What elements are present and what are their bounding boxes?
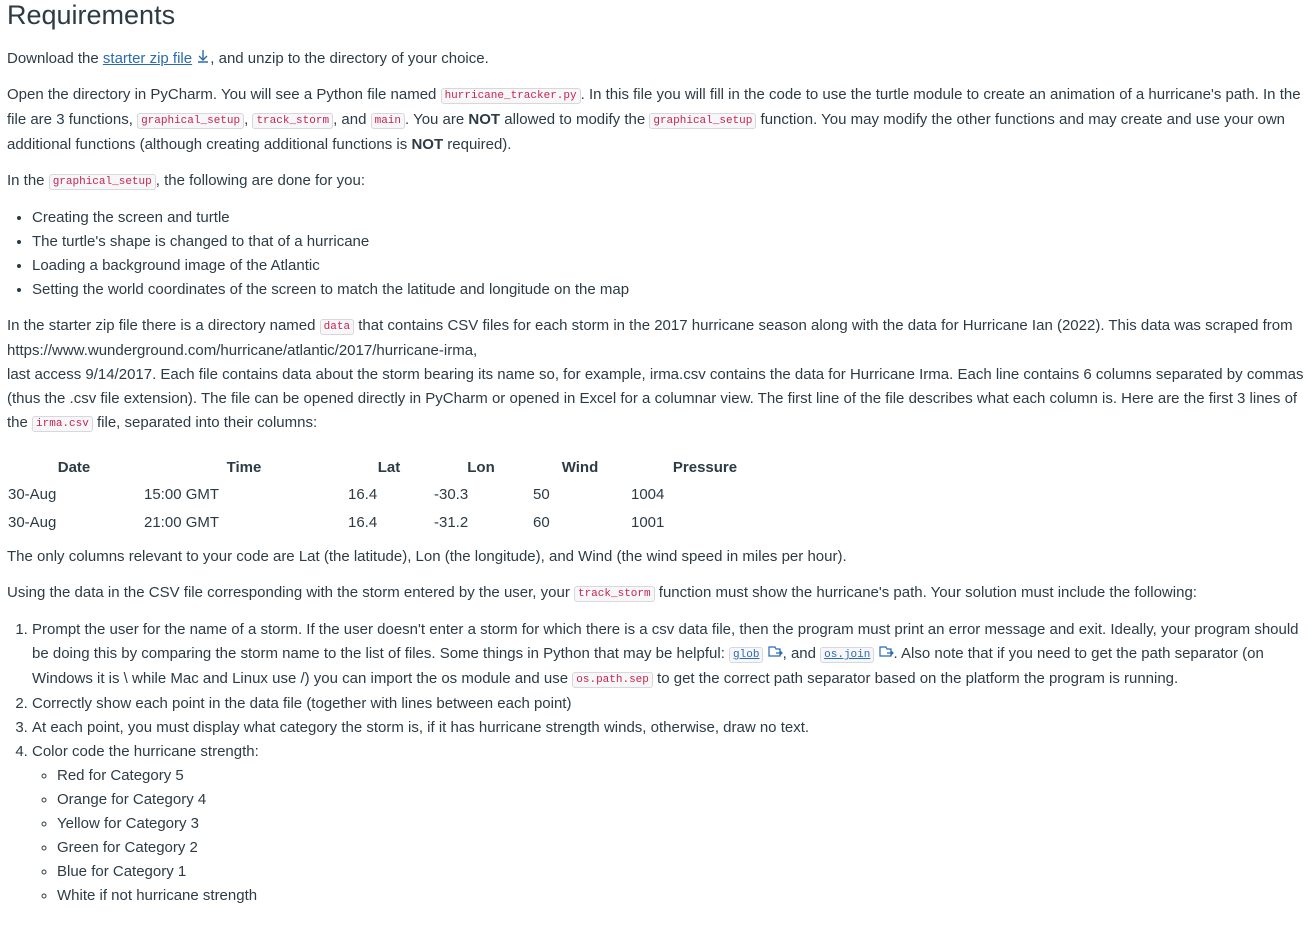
color-code-list (32, 764, 1308, 908)
code-irma-csv: irma.csv (32, 416, 93, 432)
starter-zip-link[interactable]: starter zip file (102, 50, 193, 67)
list-item: ◦ Green for Category 2 (57, 836, 1308, 860)
list-item: • Creating the screen and turtle (32, 206, 1308, 230)
table-cell: 16.4 (348, 486, 378, 504)
list-item: • Loading a background image of the Atlantic (32, 254, 1308, 278)
code-graphical-setup: graphical_setup (649, 113, 756, 129)
track-storm-paragraph: Using the data in the CSV file corresponding with the storm entered by the user, your track_storm function must show the hurricane's path. Your solution must include the following: (7, 584, 1197, 602)
code-data: data (320, 319, 354, 335)
table-header: Lat (377, 459, 401, 477)
table-header: Date (57, 459, 91, 477)
relevant-columns-paragraph: The only columns relevant to your code are Lat (the latitude), Lon (the longitude), and Wind (the wind speed in miles per hour). (7, 548, 847, 566)
data-paragraph: In the starter zip file there is a directory named data that contains CSV files for each storm in the 2017 hurricane season along with the data for Hurricane Ian (2022). This data was scraped from https://www.wunderground.com/hurricane/atlantic/2017/hurricane-irma, last access 9/14/2017. Each file contains data about the storm bearing its name so, for example, irma.csv contains the data for Hurricane Irma. Each line contains 6 columns separated by commas (thus the .csv file extension). The file can be opened directly in PyCharm or opened in Excel for a columnar view. The first line of the file describes what each column is. Here are the first 3 lines of the irma.csv file, separated into their columns: (7, 317, 1304, 432)
page-title: Requirements (7, 0, 176, 30)
list-item: 1. Prompt the user for the name of a storm. If the user doesn't enter a storm for which there is a csv data file, then the program must print an error message and exit. Ideally, your program should be doing this by comparing the storm name to the list of files. Some things in Python that may be helpful: glob , and os.join . Also note that if you need to get the path separator (on Windows it is \ while Mac and Linux use /) you can import the os module and use os.path.sep to get the correct path separator based on the platform the program is running. (32, 618, 1308, 692)
table-header: Pressure (672, 459, 738, 477)
code-graphical-setup: graphical_setup (137, 113, 244, 129)
setup-list (7, 206, 1308, 302)
os-join-link[interactable]: os.join (820, 647, 874, 663)
external-link-icon[interactable] (768, 642, 783, 666)
download-arrow-icon[interactable] (196, 47, 210, 71)
table-cell: 21:00 GMT (144, 514, 220, 532)
list-item: • Setting the world coordinates of the screen to match the latitude and longitude on the map (32, 278, 1308, 302)
code-os-path-sep: os.path.sep (572, 672, 653, 688)
setup-paragraph: In the graphical_setup , the following are done for you: (7, 172, 366, 190)
table-cell: -31.2 (434, 514, 469, 532)
list-item: ◦ Blue for Category 1 (57, 860, 1308, 884)
requirements-list (7, 618, 1308, 908)
table-header: Time (226, 459, 262, 477)
table-cell: 1001 (631, 514, 665, 532)
list-item: ◦ Orange for Category 4 (57, 788, 1308, 812)
list-item: ◦ White if not hurricane strength (57, 884, 1308, 908)
download-paragraph: Download the starter zip file , and unzip to the directory of your choice. (7, 47, 1308, 71)
table-cell: 1004 (631, 486, 665, 504)
table-cell: 30-Aug (8, 514, 57, 532)
code-hurricane-tracker: hurricane_tracker.py (441, 88, 581, 104)
list-item: ◦ Red for Category 5 (57, 764, 1308, 788)
table-header: Wind (561, 459, 599, 477)
table-cell: 60 (533, 514, 550, 532)
list-item: 2. Correctly show each point in the data file (together with lines between each point) (32, 692, 1308, 716)
code-track-storm: track_storm (574, 586, 655, 602)
code-main: main (371, 113, 405, 129)
table-cell: -30.3 (434, 486, 469, 504)
table-header: Lon (467, 459, 495, 477)
csv-sample-table (7, 448, 1308, 533)
table-cell: 15:00 GMT (144, 486, 220, 504)
list-item: • The turtle's shape is changed to that of a hurricane (32, 230, 1308, 254)
list-item: ◦ Yellow for Category 3 (57, 812, 1308, 836)
list-item: 4. Color code the hurricane strength: ◦ Red for Category 5 ◦ Orange for Category 4 ◦ Yellow for Category 3 ◦ Green for Category 2 ◦ Blue for Category 1 ◦ White if not hurricane strength (32, 740, 1308, 908)
table-cell: 16.4 (348, 514, 378, 532)
table-cell: 30-Aug (8, 486, 57, 504)
glob-link[interactable]: glob (729, 647, 763, 663)
table-cell: 50 (533, 486, 550, 504)
list-item: 3. At each point, you must display what category the storm is, if it has hurricane strength winds, otherwise, draw no text. (32, 716, 1308, 740)
code-track-storm: track_storm (252, 113, 333, 129)
intro-paragraph: Open the directory in PyCharm. You will see a Python file named hurricane_tracker.py . In this file you will fill in the code to use the turtle module to create an animation of a hurricane's path. In the file are 3 functions, graphical_setup , track_storm , and main . You are NOT allowed to modify the graphical_setup function. You may modify the other functions and may create and use your own additional functions (although creating additional functions is NOT required). (7, 86, 1301, 154)
external-link-icon[interactable] (879, 642, 894, 666)
code-graphical-setup: graphical_setup (49, 174, 156, 190)
